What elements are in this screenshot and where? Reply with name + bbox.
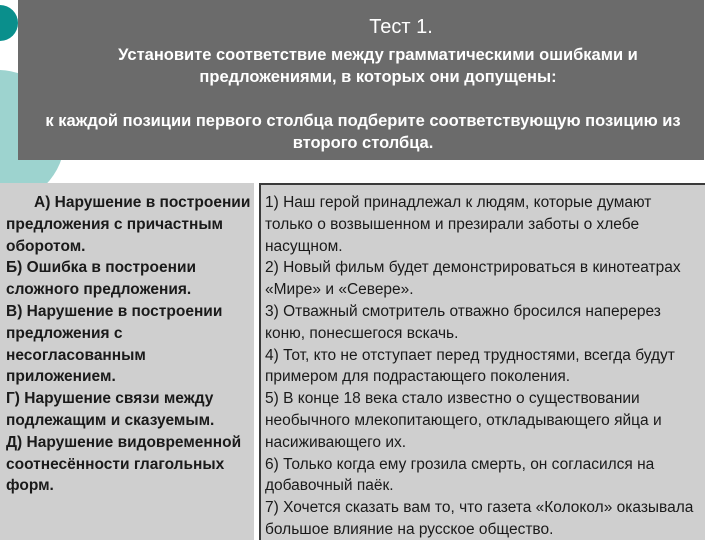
task-instruction: к каждой позиции первого столбца подберите соответствующую позицию из второго столбца. (45, 112, 681, 152)
sentence-item-5: 5) В конце 18 века стало известно о существовании необычного млекопитающего, откладывающего яйца и насиживающего их. (265, 390, 662, 451)
error-item-b: Б) Ошибка в построении сложного предложения. (6, 259, 197, 299)
sentence-item-6: 6) Только когда ему грозила смерть, он согласился на добавочный паёк. (265, 455, 655, 495)
error-item-d: Д) Нарушение видовременной соотнесённости глагольных форм. (6, 433, 242, 495)
sentence-item-2: 2) Новый фильм будет демонстрироваться в кинотеатрах «Мире» и «Северe». (265, 259, 681, 299)
slide-title: Тест 1. (369, 16, 433, 38)
sentence-item-3: 3) Отважный смотритель отважно бросился наперерез коню, понесшегося вскачь. (265, 302, 661, 342)
error-item-v: В) Нарушение в построении предложения с несогласованным приложением. (6, 302, 223, 386)
error-item-a: А) Нарушение в построении предложения с причастным оборотом. (6, 194, 251, 255)
error-item-g: Г) Нарушение связи между подлежащим и сказуемым. (6, 390, 215, 429)
sentence-item-4: 4) Тот, кто не отступает перед трудностями, всегда будут примером для подрастающего поколения. (265, 346, 675, 386)
header-panel (18, 0, 704, 160)
task-statement: Установите соответствие между грамматическими ошибками и предложениями, в которых они допущены: (118, 46, 638, 86)
decorative-circle-small (0, 5, 18, 41)
sentences-column (265, 192, 701, 541)
sentence-item-1: 1) Наш герой принадлежал к людям, которые думают только о возвышенном и презирали заботы о хлебе насущном. (265, 194, 652, 255)
errors-column (6, 192, 252, 497)
sentence-item-7: 7) Хочется сказать вам то, что газета «Колокол» оказывала большое влияние на русское общество. (265, 499, 694, 538)
